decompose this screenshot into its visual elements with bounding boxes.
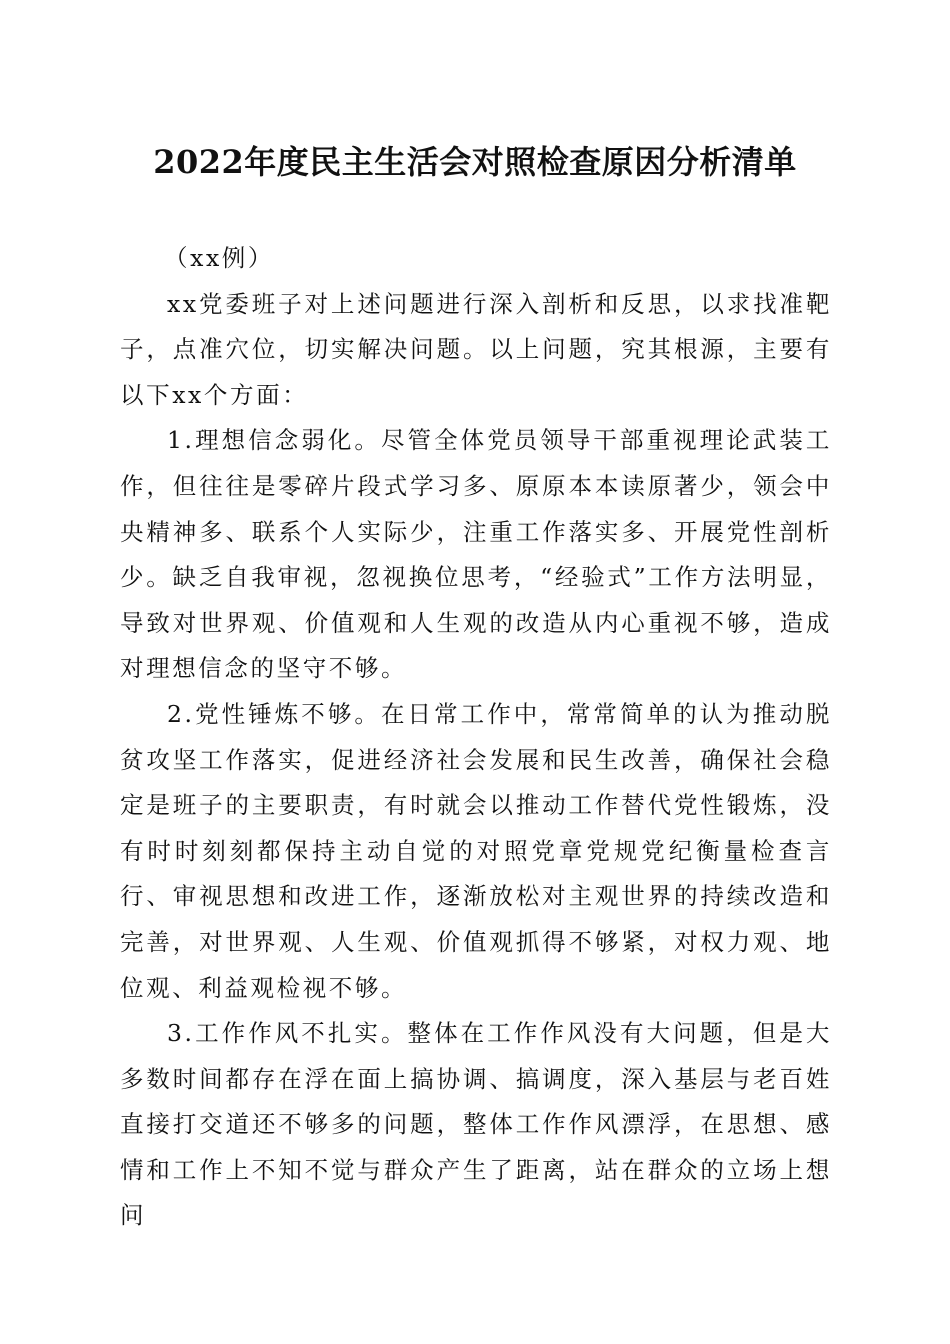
paragraph-item-3: 3.工作作风不扎实。整体在工作作风没有大问题，但是大多数时间都存在浮在面上搞协调、搞调度，深入基层与老百姓直接打交道还不够多的问题，整体工作作风漂浮，在思想、感情和工作上不知不觉与群众产生了距离，站在群众的立场上想问 xyxy=(120,1019,832,1230)
paragraph-item-1: 1.理想信念弱化。尽管全体党员领导干部重视理论武装工作，但往往是零碎片段式学习多、原原本本读原著少，领会中央精神多、联系个人实际少，注重工作落实多、开展党性剖析少。缺乏自我审视，忽视换位思考，“经验式”工作方法明显，导致对世界观、价值观和人生观的改造从内心重视不够，造成对理想信念的坚守不够。 xyxy=(120,426,832,683)
example-note: （xx例） xyxy=(164,244,275,272)
document-title: 2022年度民主生活会对照检查原因分析清单 xyxy=(153,143,797,181)
paragraph-item-2: 2.党性锤炼不够。在日常工作中，常常简单的认为推动脱贫攻坚工作落实，促进经济社会发展和民生改善，确保社会稳定是班子的主要职责，有时就会以推动工作替代党性锻炼，没有时时刻刻都保持主动自觉的对照党章党规党纪衡量检查言行、审视思想和改进工作，逐渐放松对主观世界的持续改造和完善，对世界观、人生观、价值观抓得不够紧，对权力观、地位观、利益观检视不够。 xyxy=(120,699,832,1002)
document-body xyxy=(120,236,832,1239)
paragraph-intro: xx党委班子对上述问题进行深入剖析和反思，以求找准靶子，点准穴位，切实解决问题。以上问题，究其根源，主要有以下xx个方面： xyxy=(120,289,832,409)
